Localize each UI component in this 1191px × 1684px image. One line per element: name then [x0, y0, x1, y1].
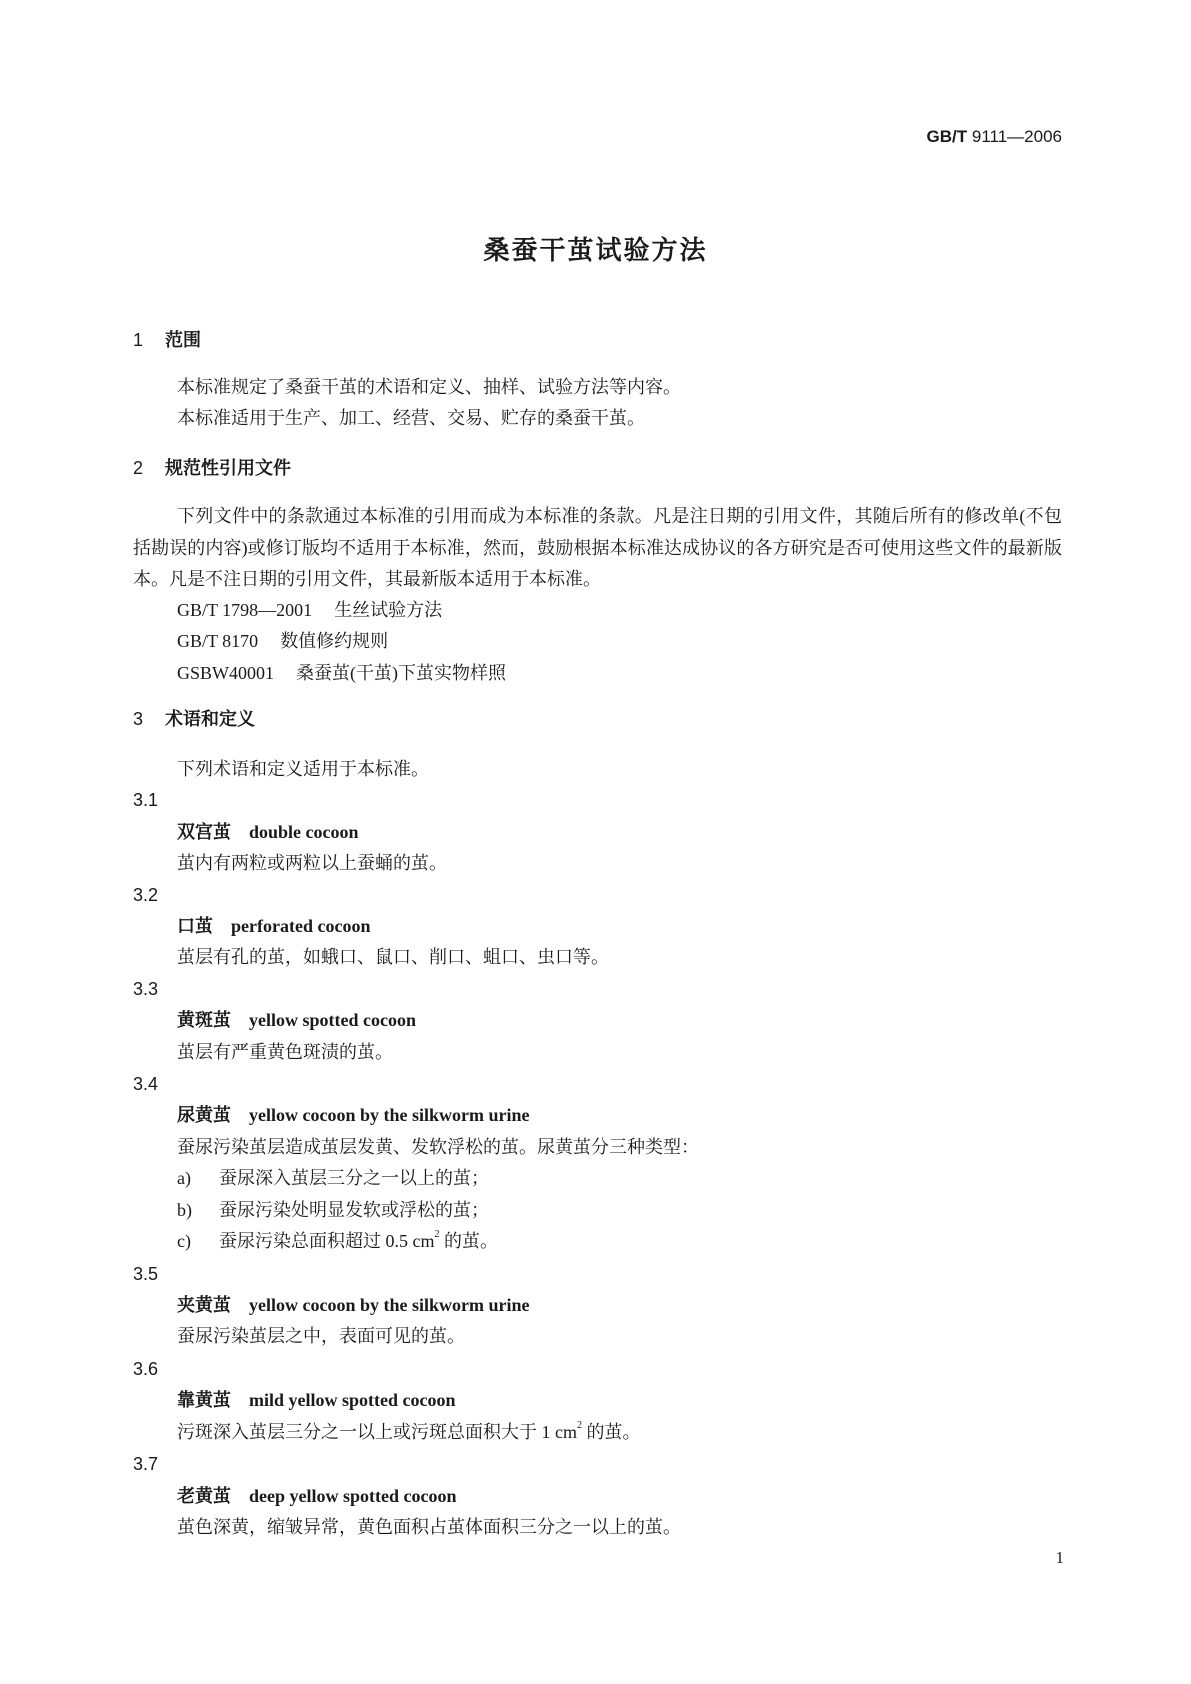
list-item [177, 1165, 489, 1191]
list-item-text: 蚕尿深入茧层三分之一以上的茧； [219, 1168, 489, 1188]
document-title: 桑蚕干茧试验方法 [483, 235, 708, 265]
reference-title: 数值修约规则 [280, 631, 389, 651]
reference-code: GB/T 8170 [177, 631, 259, 651]
term-heading [177, 1483, 456, 1509]
term-en: double cocoon [249, 822, 359, 842]
list-item-label: a) [177, 1168, 191, 1188]
term-en: mild yellow spotted cocoon [249, 1390, 456, 1410]
term-number: 3.3 [133, 979, 159, 999]
section-title: 术语和定义 [165, 709, 255, 729]
term-en: yellow cocoon by the silkworm urine [249, 1295, 530, 1315]
term-en: perforated cocoon [231, 916, 371, 936]
definition-text: 污斑深入茧层三分之一以上或污斑总面积大于 1 cm [177, 1422, 577, 1442]
reference-item [177, 660, 506, 686]
superscript: 2 [434, 1229, 440, 1240]
term-number: 3.6 [133, 1359, 159, 1379]
term-definition [177, 1419, 641, 1445]
definition-text-end: 的茧。 [582, 1422, 641, 1442]
reference-code: GSBW40001 [177, 663, 275, 683]
scope-line: 本标准适用于生产、加工、经营、交易、贮存的桑蚕干茧。 [177, 408, 645, 428]
term-zh: 黄斑茧 [177, 1010, 231, 1030]
section-number: 2 [133, 458, 144, 478]
list-item-text-end: 的茧。 [439, 1231, 498, 1251]
term-zh: 夹黄茧 [177, 1295, 231, 1315]
reference-code: GB/T 1798—2001 [177, 600, 313, 620]
normative-references-paragraph: 下列文件中的条款通过本标准的引用而成为本标准的条款。凡是注日期的引用文件，其随后所有的修改单(不包括勘误的内容)或修订版均不适用于本标准，然而，鼓励根据本标准达成协议的各方研究是否可使用这些文件的最新版本。凡是不注日期的引用文件，其最新版本适用于本标准。 [133, 506, 1062, 589]
superscript: 2 [577, 1420, 582, 1431]
term-definition: 茧层有严重黄色斑渍的茧。 [177, 1042, 393, 1062]
term-en: yellow cocoon by the silkworm urine [249, 1105, 530, 1125]
reference-title: 生丝试验方法 [334, 600, 443, 620]
term-number: 3.4 [133, 1074, 159, 1094]
term-heading [177, 1007, 416, 1033]
term-heading [177, 1292, 530, 1318]
section-number: 3 [133, 709, 144, 729]
term-zh: 尿黄茧 [177, 1105, 231, 1125]
term-en: deep yellow spotted cocoon [249, 1486, 457, 1506]
term-number: 3.7 [133, 1454, 159, 1474]
list-item-label: b) [177, 1200, 192, 1220]
term-heading [177, 1387, 456, 1413]
standard-code-number: 9111—2006 [967, 127, 1062, 146]
list-item [177, 1197, 489, 1223]
term-definition: 蚕尿污染茧层造成茧层发黄、发软浮松的茧。尿黄茧分三种类型： [177, 1137, 699, 1157]
reference-item [177, 628, 388, 654]
scope-line: 本标准规定了桑蚕干茧的术语和定义、抽样、试验方法等内容。 [177, 377, 681, 397]
term-number: 3.2 [133, 885, 159, 905]
section-3-heading [133, 706, 255, 732]
terms-intro: 下列术语和定义适用于本标准。 [177, 759, 429, 779]
term-en: yellow spotted cocoon [249, 1010, 416, 1030]
term-heading [177, 1102, 530, 1128]
list-item [177, 1228, 498, 1254]
term-zh: 靠黄茧 [177, 1390, 231, 1410]
section-title: 范围 [165, 330, 201, 350]
term-zh: 双宫茧 [177, 822, 231, 842]
list-item-text: 蚕尿污染处明显发软或浮松的茧； [219, 1200, 489, 1220]
standard-code-prefix: GB/T [926, 127, 968, 146]
section-number: 1 [133, 330, 144, 350]
term-definition: 蚕尿污染茧层之中，表面可见的茧。 [177, 1326, 465, 1346]
section-1-heading [133, 327, 201, 353]
standard-code-header [927, 127, 1062, 147]
term-number: 3.1 [133, 790, 159, 810]
list-item-text: 蚕尿污染总面积超过 0.5 cm [219, 1231, 435, 1251]
term-heading [177, 913, 370, 939]
term-number: 3.5 [133, 1264, 159, 1284]
term-definition: 茧层有孔的茧，如蛾口、鼠口、削口、蛆口、虫口等。 [177, 947, 609, 967]
reference-item [177, 597, 442, 623]
term-heading [177, 819, 359, 845]
term-definition: 茧色深黄，缩皱异常，黄色面积占茧体面积三分之一以上的茧。 [177, 1517, 681, 1537]
term-zh: 口茧 [177, 916, 213, 936]
page-number: 1 [1055, 1548, 1064, 1567]
reference-title: 桑蚕茧(干茧)下茧实物样照 [296, 663, 507, 683]
section-2-heading [133, 455, 291, 481]
term-zh: 老黄茧 [177, 1486, 231, 1506]
list-item-label: c) [177, 1231, 191, 1251]
term-definition: 茧内有两粒或两粒以上蚕蛹的茧。 [177, 853, 447, 873]
section-title: 规范性引用文件 [165, 458, 291, 478]
